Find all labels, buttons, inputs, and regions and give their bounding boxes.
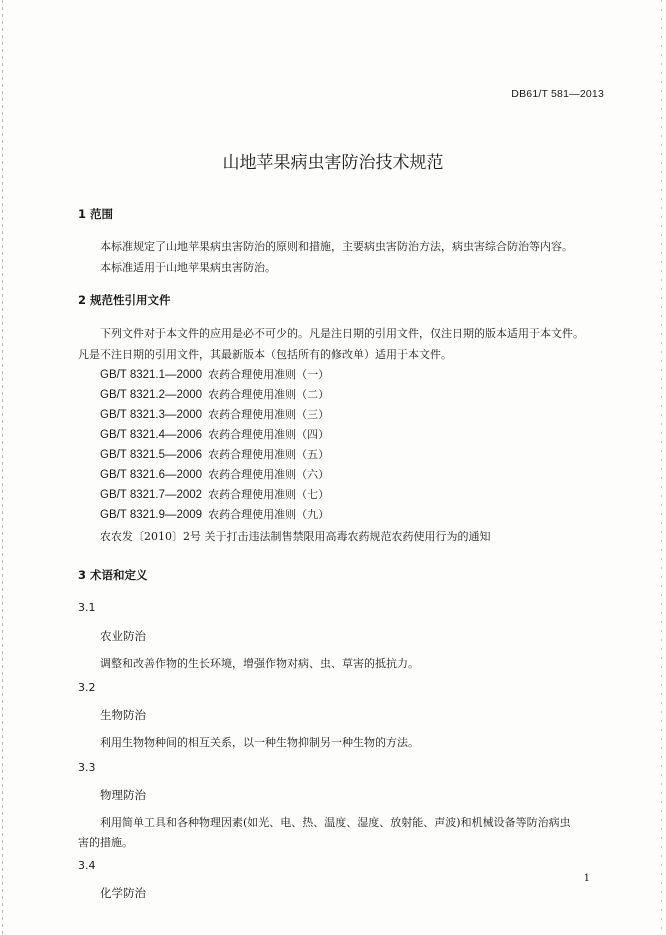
reference-code: GB/T 8321.5—2006 [100, 449, 203, 461]
reference-code: GB/T 8321.1—2000 [100, 369, 203, 381]
page-number: 1 [583, 873, 590, 884]
reference-item [100, 386, 329, 402]
reference-code: GB/T 8321.2—2000 [100, 389, 203, 401]
term-number: 3.4 [78, 859, 96, 872]
term-name: 化学防治 [100, 886, 146, 900]
section-3-heading: 3 术语和定义 [78, 568, 148, 582]
reference-title: 农药合理使用准则（六） [208, 468, 330, 481]
reference-code: GB/T 8321.6—2000 [100, 469, 203, 481]
term-definition: 调整和改善作物的生长环境，增强作物对病、虫、草害的抵抗力。 [100, 657, 419, 670]
term-number: 3.3 [78, 761, 96, 774]
reference-title: 农药合理使用准则（二） [208, 388, 330, 401]
standard-code: DB61/T 581—2013 [511, 88, 604, 100]
reference-item [100, 446, 329, 462]
reference-notice: 农农发〔2010〕2号 关于打击违法制售禁限用高毒农药规范农药使用行为的通知 [100, 530, 491, 543]
reference-title: 农药合理使用准则（三） [208, 408, 330, 421]
term-definition-line-2: 害的措施。 [78, 836, 133, 849]
reference-title: 农药合理使用准则（五） [208, 448, 330, 461]
section-1-heading: 1 范围 [78, 207, 114, 221]
section-1-paragraph-2: 本标准适用于山地苹果病虫害防治。 [100, 261, 276, 274]
reference-item [100, 366, 329, 382]
document-title: 山地苹果病虫害防治技术规范 [222, 153, 444, 173]
section-2-heading: 2 规范性引用文件 [78, 293, 171, 307]
reference-code: GB/T 8321.7—2002 [100, 489, 203, 501]
term-number: 3.1 [78, 601, 96, 614]
reference-item [100, 426, 329, 442]
section-1-paragraph-1: 本标准规定了山地苹果病虫害防治的原则和措施，主要病虫害防治方法，病虫害综合防治等内容。 [100, 240, 573, 253]
term-name: 生物防治 [100, 708, 146, 722]
reference-code: GB/T 8321.9—2009 [100, 509, 203, 521]
term-name: 农业防治 [100, 629, 146, 643]
scan-right-edge [661, 0, 662, 935]
section-2-paragraph-line-2: 凡是不注日期的引用文件，其最新版本（包括所有的修改单）适用于本文件。 [78, 348, 452, 361]
reference-item [100, 506, 329, 522]
section-2-paragraph-line-1: 下列文件对于本文件的应用是必不可少的。凡是注日期的引用文件，仅注日期的版本适用于本文件。 [100, 327, 584, 340]
reference-title: 农药合理使用准则（七） [208, 488, 330, 501]
term-number: 3.2 [78, 681, 96, 694]
reference-code: GB/T 8321.3—2000 [100, 409, 203, 421]
reference-item [100, 466, 329, 482]
term-definition-line-1: 利用简单工具和各种物理因素(如光、电、热、温度、湿度、放射能、声波)和机械设备等防治病虫 [100, 816, 571, 829]
scan-left-edge [2, 0, 3, 935]
reference-title: 农药合理使用准则（四） [208, 428, 330, 441]
reference-title: 农药合理使用准则（九） [208, 508, 330, 521]
reference-item [100, 486, 329, 502]
reference-code: GB/T 8321.4—2006 [100, 429, 203, 441]
term-definition: 利用生物物种间的相互关系，以一种生物抑制另一种生物的方法。 [100, 736, 419, 749]
term-name: 物理防治 [100, 788, 146, 802]
reference-item [100, 406, 329, 422]
reference-title: 农药合理使用准则（一） [208, 368, 330, 381]
